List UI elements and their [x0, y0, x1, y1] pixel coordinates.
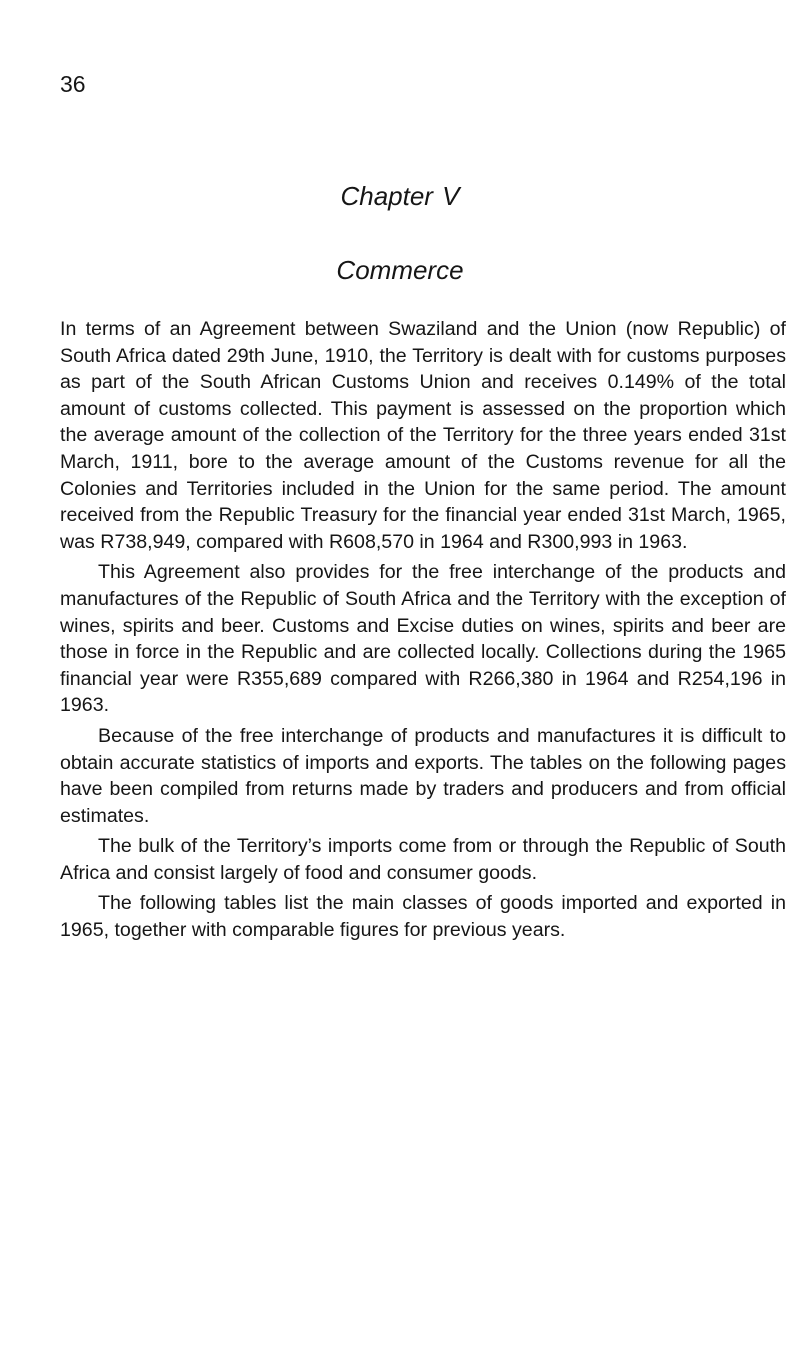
- paragraph-imports-source: The bulk of the Territory’s imports come from or through the Republic of South Africa and consist largely of food and consumer goods.: [60, 835, 786, 884]
- paragraph-statistics: Because of the free interchange of products and manufactures it is difficult to obtain accurate statistics of imports and exports. The tables on the following pages have been compiled from returns made by traders and producers and from official estimates.: [60, 724, 786, 827]
- page-number: 36: [60, 71, 86, 97]
- paragraph-tables-intro: The following tables list the main classes of goods imported and exported in 1965, together with comparable figures for previous years.: [60, 892, 786, 942]
- section-heading: Commerce: [336, 255, 464, 285]
- chapter-heading: Chapter V: [340, 181, 460, 211]
- paragraph-customs-agreement: In terms of an Agreement between Swaziland and the Union (now Republic) of South Africa dated 29th June, 1910, the Territory is dealt with for customs purposes as part of the South African Customs Union and receives 0.149% of the total amount of customs collected. This payment is assessed on the proportion which the average amount of the collection of the Territory for the three years ended 31st March, 1911, bore to the average amount of the Customs revenue for all the Colonies and Territories included in the Union for the same period. The amount received from the Republic Treasury for the financial year ended 31st March, 1965, was R738,949, compared with R608,570 in 1964 and R300,993 in 1963.: [60, 318, 786, 553]
- paragraph-free-interchange: This Agreement also provides for the free interchange of the products and manufactures of the Republic of South Africa and the Territory with the exception of wines, spirits and beer. Customs and Excise duties on wines, spirits and beer are those in force in the Republic and are collected locally. Collections during the 1965 financial year were R355,689 compared with R266,380 in 1964 and R254,196 in 1963.: [60, 561, 786, 717]
- body-text: [60, 316, 786, 948]
